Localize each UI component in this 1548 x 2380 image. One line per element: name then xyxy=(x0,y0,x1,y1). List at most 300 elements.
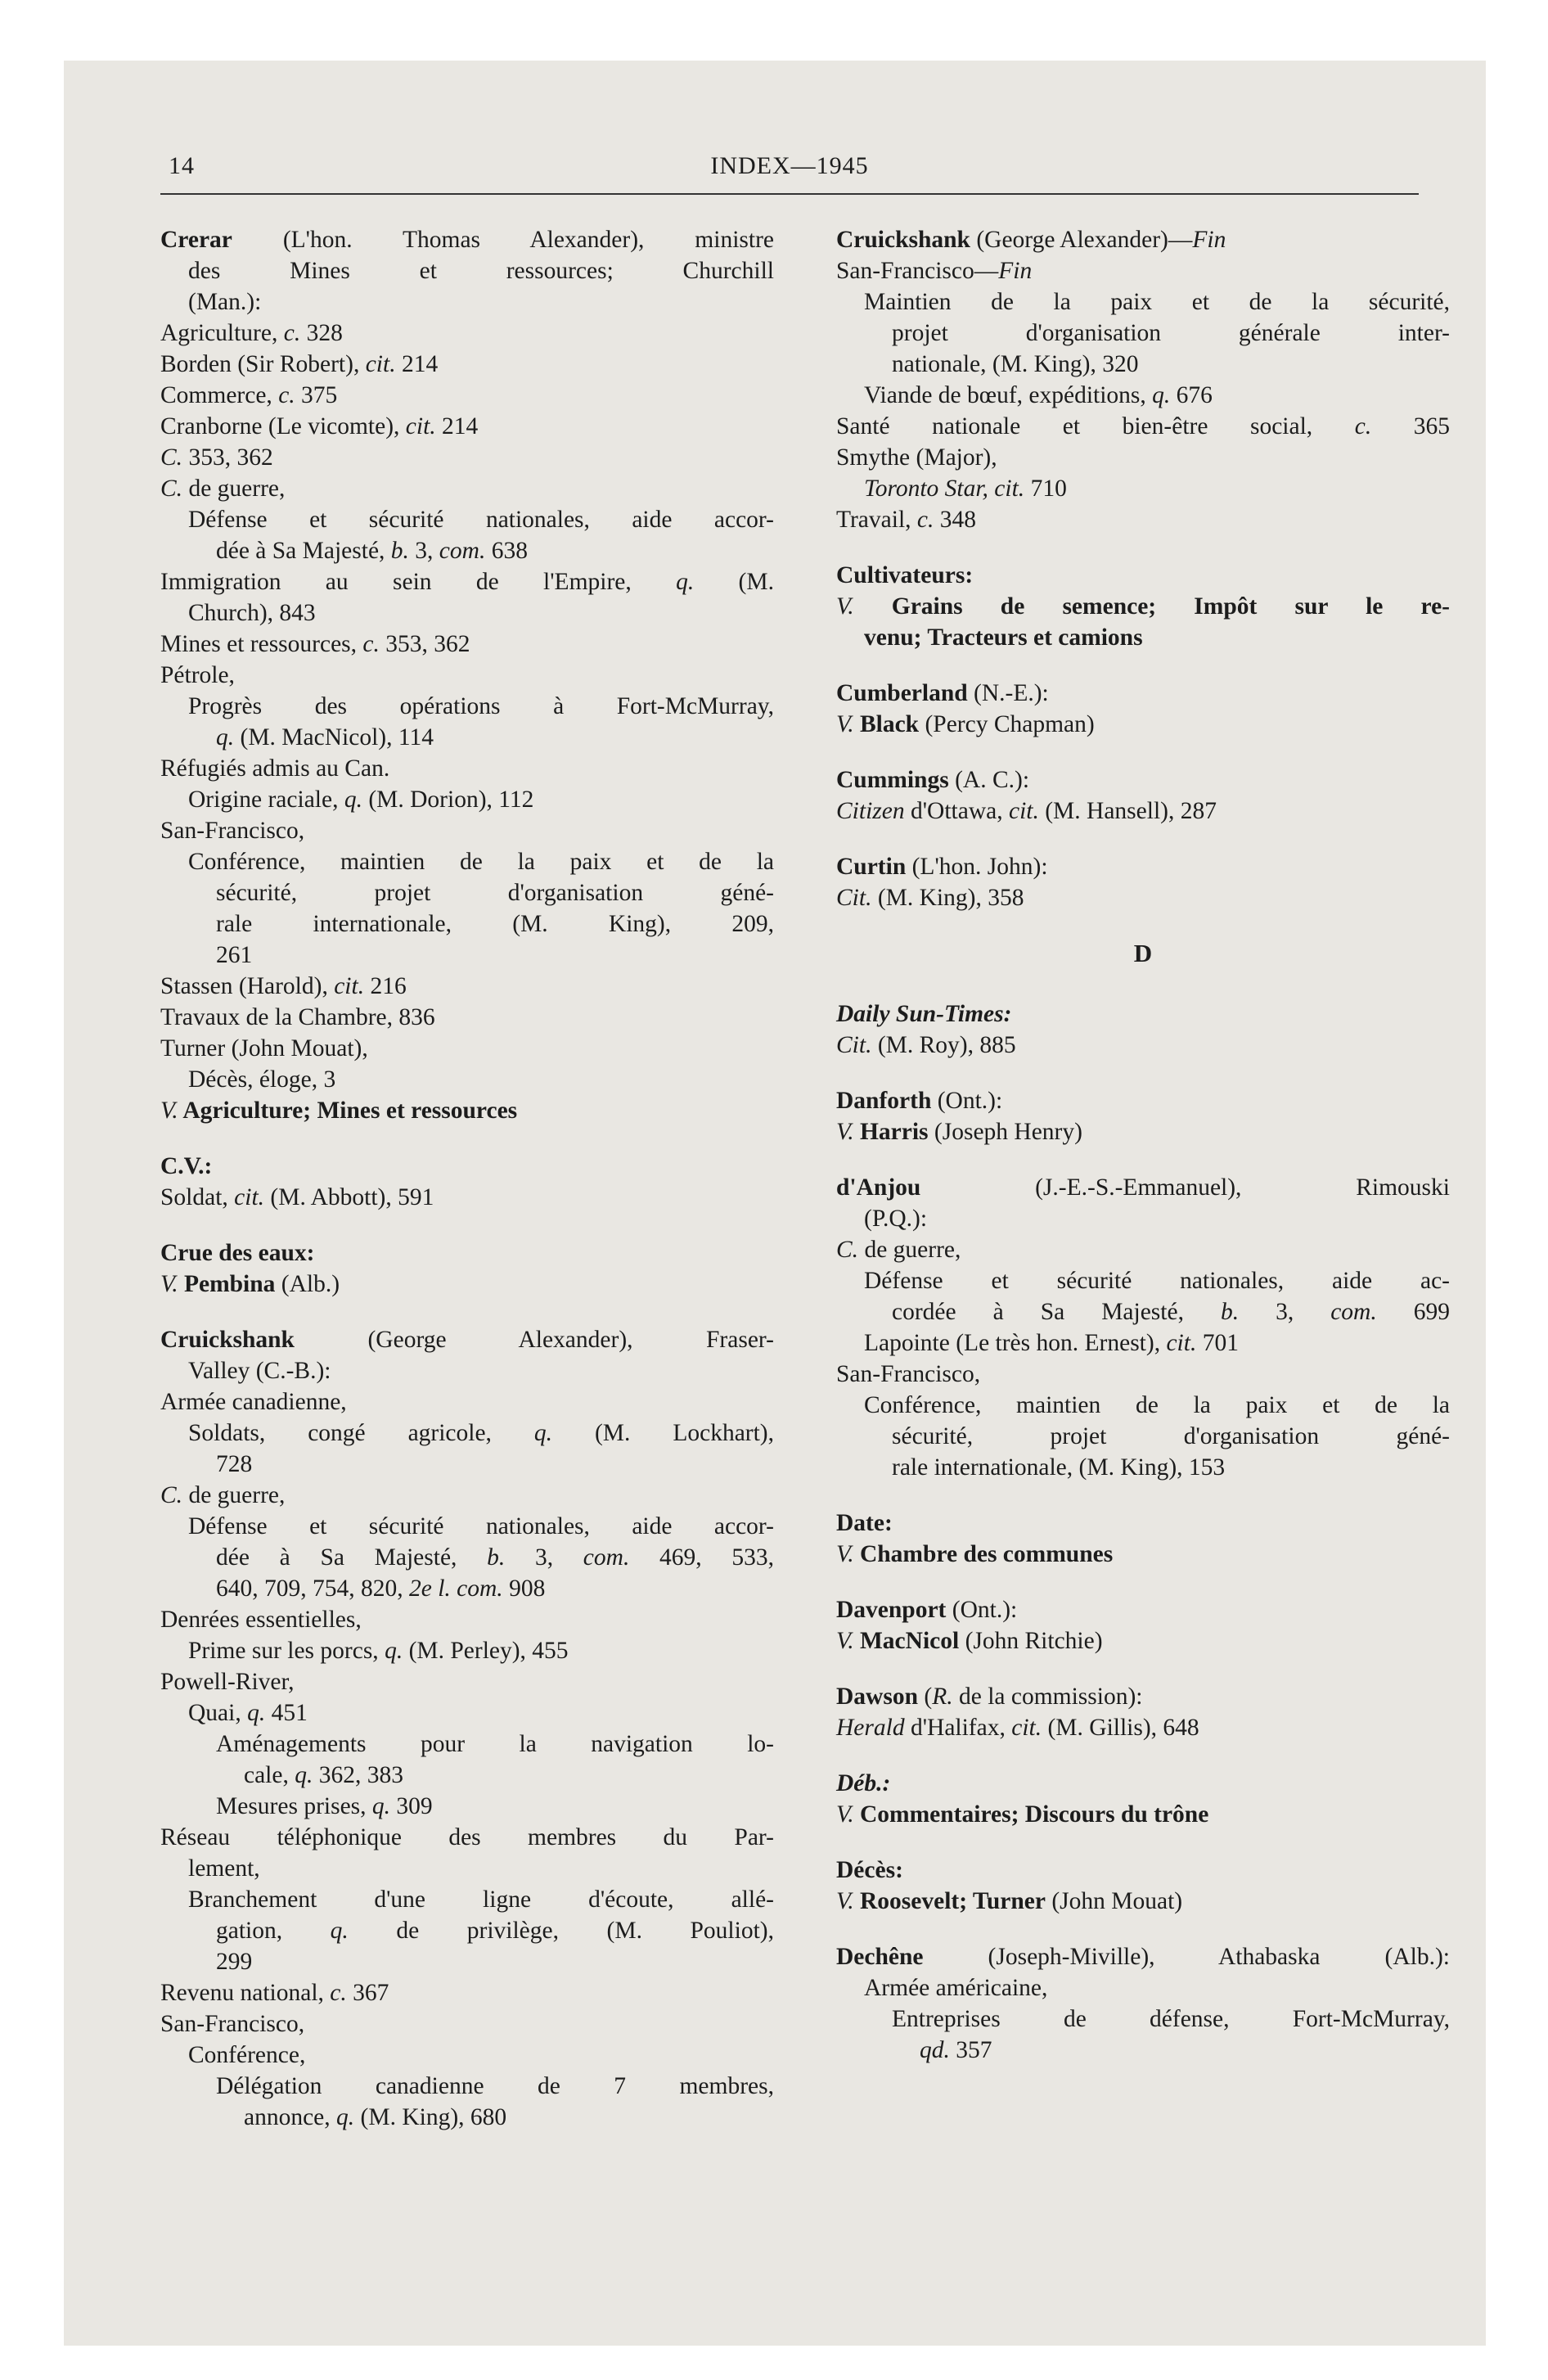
entry-abbrev: q. xyxy=(676,569,695,595)
entry-text: San-Francisco, xyxy=(160,818,305,844)
entry-line xyxy=(160,1095,774,1126)
entry-text: (Alb.) xyxy=(275,1271,340,1297)
entry-line xyxy=(160,1064,774,1095)
entry-abbrev: Cit. xyxy=(836,885,872,911)
entry-term: venu; Tracteurs et camions xyxy=(864,624,1143,651)
entry-term: Cruickshank xyxy=(160,1327,295,1353)
entry-term: Agriculture; Mines et ressources xyxy=(178,1098,518,1124)
entry-abbrev: qd. xyxy=(920,2037,950,2063)
entry-heading-line xyxy=(160,224,774,255)
entry-abbrev: Cit. xyxy=(836,1032,872,1058)
entry-line xyxy=(160,722,774,753)
entry-text: 676 xyxy=(1170,382,1213,408)
entry-text: 728 xyxy=(216,1451,253,1477)
entry-term: Pembina xyxy=(178,1271,276,1297)
entry-abbrev: V. xyxy=(836,1801,854,1828)
index-entry xyxy=(836,1508,1450,1570)
entry-heading-line xyxy=(836,1681,1450,1712)
entry-abbrev: cit. xyxy=(334,973,365,999)
entry-line xyxy=(160,1418,774,1449)
entry-line xyxy=(160,1002,774,1033)
entry-term: Crerar xyxy=(160,227,232,253)
entry-text: 362, 383 xyxy=(313,1762,403,1788)
entry-abbrev: cit. xyxy=(1011,1715,1042,1741)
entry-text: Aménagements pour la navigation lo- xyxy=(216,1731,774,1757)
entry-text: Stassen (Harold), xyxy=(160,973,335,999)
entry-abbrev: com. xyxy=(439,538,486,564)
left-column xyxy=(160,224,774,2157)
entry-heading-line xyxy=(836,1172,1450,1203)
index-entry xyxy=(836,1594,1450,1657)
index-entry xyxy=(836,764,1450,827)
entry-heading-line xyxy=(160,1151,774,1182)
entry-abbrev: Fin xyxy=(998,258,1033,284)
entry-line xyxy=(836,1116,1450,1147)
entry-abbrev: b. xyxy=(487,1544,506,1571)
entry-term: Roosevelt; Turner xyxy=(853,1888,1046,1914)
entry-line xyxy=(160,908,774,940)
entry-text: (M. MacNicol), 114 xyxy=(234,724,434,751)
entry-text: 3, xyxy=(505,1544,583,1571)
entry-text: gation, xyxy=(216,1918,331,1944)
entry-line xyxy=(160,473,774,504)
entry-text: San-Francisco— xyxy=(836,258,999,284)
entry-text: rale internationale, (M. King), 153 xyxy=(892,1454,1226,1481)
entry-line xyxy=(836,1452,1450,1483)
page-number: 14 xyxy=(169,152,195,179)
entry-line xyxy=(836,1972,1450,2004)
entry-term: Crue des eaux: xyxy=(160,1240,315,1266)
entry-text: Branchement d'une ligne d'écoute, allé- xyxy=(188,1886,774,1913)
entry-line xyxy=(836,286,1450,318)
entry-text: (N.-E.): xyxy=(967,680,1049,706)
entry-text: Soldat, xyxy=(160,1184,235,1210)
entry-term: Davenport xyxy=(836,1597,947,1623)
entry-line xyxy=(160,566,774,597)
entry-abbrev: cit. xyxy=(234,1184,265,1210)
entry-text: Défense et sécurité nationales, aide accor- xyxy=(188,1513,774,1539)
entry-line xyxy=(836,1712,1450,1743)
entry-text: (M. Roy), 885 xyxy=(871,1032,1016,1058)
entry-line xyxy=(836,1799,1450,1830)
entry-line xyxy=(836,796,1450,827)
entry-term: Harris xyxy=(853,1119,929,1145)
entry-line xyxy=(836,2004,1450,2035)
entry-text: (Ont.): xyxy=(931,1088,1003,1114)
entry-text: Défense et sécurité nationales, aide ac- xyxy=(864,1268,1450,1294)
entry-text: Santé nationale et bien-être social, xyxy=(836,413,1355,439)
entry-line xyxy=(836,380,1450,411)
entry-text: (J.-E.-S.-Emmanuel), Rimouski xyxy=(920,1174,1450,1201)
entry-text: 328 xyxy=(300,320,343,346)
entry-text: Défense et sécurité nationales, aide accor- xyxy=(188,507,774,533)
index-entry xyxy=(160,1237,774,1300)
entry-text: (M. Dorion), 112 xyxy=(362,787,534,813)
entry-text: 309 xyxy=(390,1793,433,1819)
entry-text: 214 xyxy=(435,413,479,439)
entry-line xyxy=(836,1359,1450,1390)
entry-term: MacNicol xyxy=(853,1628,960,1654)
entry-line xyxy=(836,1390,1450,1421)
page-title: INDEX—1945 xyxy=(710,152,869,179)
entry-abbrev: cit. xyxy=(365,351,396,377)
entry-line xyxy=(160,255,774,286)
index-entry xyxy=(836,1681,1450,1743)
entry-line xyxy=(160,1760,774,1791)
entry-abbrev: q. xyxy=(385,1638,403,1664)
entry-line xyxy=(836,1539,1450,1570)
entry-line xyxy=(836,442,1450,473)
entry-line xyxy=(160,1511,774,1542)
entry-abbrev: q. xyxy=(330,1918,349,1944)
entry-line xyxy=(160,1884,774,1915)
entry-term: Curtin xyxy=(836,854,907,880)
entry-text: 261 xyxy=(216,942,253,968)
entry-text: Réfugiés admis au Can. xyxy=(160,755,390,782)
entry-text: Powell-River, xyxy=(160,1669,295,1695)
entry-line xyxy=(160,1946,774,1977)
entry-heading-line xyxy=(836,1085,1450,1116)
entry-line xyxy=(160,2102,774,2133)
entry-line xyxy=(160,877,774,908)
entry-text: Conférence, xyxy=(188,2042,306,2068)
entry-term: Chambre des communes xyxy=(853,1541,1114,1567)
entry-text: (M. Hansell), 287 xyxy=(1038,798,1217,824)
entry-text: Agriculture, xyxy=(160,320,284,346)
entry-text: (M. King), 680 xyxy=(354,2104,507,2130)
entry-line xyxy=(160,380,774,411)
entry-term: Déb.: xyxy=(836,1770,891,1796)
entry-line xyxy=(160,411,774,442)
entry-line xyxy=(160,1573,774,1604)
entry-text: San-Francisco, xyxy=(160,2011,305,2037)
entry-abbrev: com. xyxy=(583,1544,630,1571)
entry-text: 710 xyxy=(1024,476,1067,502)
entry-text: 357 xyxy=(949,2037,992,2063)
entry-line xyxy=(160,1791,774,1822)
entry-heading-line xyxy=(836,998,1450,1030)
entry-term: d'Anjou xyxy=(836,1174,921,1201)
entry-abbrev: com. xyxy=(1330,1299,1377,1325)
entry-text: Soldats, congé agricole, xyxy=(188,1420,534,1446)
entry-heading-line xyxy=(836,224,1450,255)
entry-abbrev: V. xyxy=(836,1628,854,1654)
entry-line xyxy=(836,1886,1450,1917)
entry-text: (M. King), 358 xyxy=(871,885,1024,911)
entry-abbrev: V. xyxy=(836,1119,854,1145)
entry-abbrev: V. xyxy=(836,711,854,737)
entry-text: Commerce, xyxy=(160,382,279,408)
entry-abbrev: q. xyxy=(344,787,362,813)
entry-line xyxy=(160,784,774,815)
entry-text: d'Ottawa, xyxy=(904,798,1009,824)
index-entry xyxy=(836,1768,1450,1830)
entry-line xyxy=(836,411,1450,442)
entry-text: San-Francisco, xyxy=(836,1361,981,1387)
entry-text: (Joseph Henry) xyxy=(928,1119,1082,1145)
entry-line xyxy=(160,1697,774,1729)
entry-line xyxy=(160,1449,774,1480)
entry-text: (John Mouat) xyxy=(1045,1888,1183,1914)
entry-line xyxy=(836,504,1450,535)
entry-term: C.V.: xyxy=(160,1153,213,1179)
entry-term: Date: xyxy=(836,1510,893,1536)
entry-abbrev: c. xyxy=(278,382,295,408)
entry-abbrev: Herald xyxy=(836,1715,905,1741)
entry-text: de guerre, xyxy=(182,476,286,502)
entry-text: (A. C.): xyxy=(948,767,1030,793)
entry-text: Origine raciale, xyxy=(188,787,344,813)
entry-abbrev: c. xyxy=(362,631,380,657)
entry-text: sécurité, projet d'organisation géné- xyxy=(892,1423,1450,1449)
entry-text: 214 xyxy=(395,351,439,377)
entry-text: Conférence, maintien de la paix et de la xyxy=(188,849,774,875)
entry-abbrev: q. xyxy=(247,1700,266,1726)
entry-heading-line xyxy=(836,1594,1450,1625)
entry-line xyxy=(160,442,774,473)
entry-heading-line xyxy=(160,1237,774,1269)
entry-abbrev: q. xyxy=(371,1793,391,1819)
entry-line xyxy=(836,318,1450,349)
entry-text: 469, 533, xyxy=(629,1544,774,1571)
entry-text: 3, xyxy=(408,538,439,564)
index-entry xyxy=(160,224,774,1126)
entry-abbrev: V. xyxy=(836,1888,854,1914)
entry-line xyxy=(160,815,774,846)
index-entry xyxy=(836,998,1450,1061)
entry-text: 640, 709, 754, 820, xyxy=(216,1575,409,1602)
index-entry xyxy=(836,1855,1450,1917)
entry-text: Mines et ressources, xyxy=(160,631,363,657)
index-entry xyxy=(160,1324,774,2133)
entry-abbrev: q. xyxy=(1152,382,1171,408)
entry-line xyxy=(836,1296,1450,1327)
entry-text: dée à Sa Majesté, xyxy=(216,538,391,564)
entry-text: (L'hon. Thomas Alexander), ministre xyxy=(232,227,774,253)
entry-text: de la commission): xyxy=(952,1684,1143,1710)
entry-text: (Man.): xyxy=(188,289,262,315)
entry-line xyxy=(836,1327,1450,1359)
entry-abbrev: q. xyxy=(336,2104,355,2130)
entry-line xyxy=(836,1625,1450,1657)
entry-text: Church), 843 xyxy=(188,600,316,626)
entry-text: (George Alexander)— xyxy=(970,227,1193,253)
entry-line xyxy=(160,1915,774,1946)
entry-text: 367 xyxy=(346,1980,389,2006)
entry-term: Cummings xyxy=(836,767,949,793)
entry-heading-line xyxy=(836,764,1450,796)
entry-text: Travail, xyxy=(836,507,917,533)
entry-text: Décès, éloge, 3 xyxy=(188,1066,336,1093)
entry-abbrev: c. xyxy=(1354,413,1372,439)
entry-heading-line xyxy=(836,678,1450,709)
entry-text: de guerre, xyxy=(858,1237,961,1263)
entry-line xyxy=(836,2035,1450,2066)
entry-term: Cruickshank xyxy=(836,227,970,253)
entry-text: 353, 362 xyxy=(379,631,470,657)
entry-abbrev: C. xyxy=(160,476,183,502)
entry-text: Revenu national, xyxy=(160,1980,331,2006)
entry-text: (M. Lockhart), xyxy=(552,1420,775,1446)
index-entry xyxy=(836,678,1450,740)
entry-abbrev: V. xyxy=(836,593,854,620)
entry-line xyxy=(160,1355,774,1386)
entry-text: 375 xyxy=(295,382,338,408)
entry-text: (M. Abbott), 591 xyxy=(264,1184,434,1210)
entry-line xyxy=(160,1635,774,1666)
entry-line xyxy=(836,473,1450,504)
entry-term: Black xyxy=(853,711,920,737)
entry-term: Danforth xyxy=(836,1088,932,1114)
entry-term: Commentaires; Discours du trône xyxy=(853,1801,1209,1828)
right-column xyxy=(836,224,1450,2090)
entry-text: (Ont.): xyxy=(946,1597,1018,1623)
entry-line xyxy=(160,940,774,971)
entry-text: Prime sur les porcs, xyxy=(188,1638,385,1664)
entry-text: (P.Q.): xyxy=(864,1206,928,1232)
entry-abbrev: R. xyxy=(932,1684,953,1710)
entry-abbrev: V. xyxy=(836,1541,854,1567)
entry-text: (M. xyxy=(694,569,774,595)
entry-line xyxy=(160,1729,774,1760)
index-entry xyxy=(836,560,1450,653)
entry-text: sécurité, projet d'organisation géné- xyxy=(216,880,774,906)
entry-text: Réseau téléphonique des membres du Par- xyxy=(160,1824,774,1850)
index-entry xyxy=(160,1151,774,1213)
entry-text: 638 xyxy=(485,538,528,564)
entry-abbrev: c. xyxy=(916,507,934,533)
entry-term: Grains de semence; Impôt sur le re- xyxy=(853,593,1450,620)
entry-text: cale, xyxy=(244,1762,295,1788)
entry-line xyxy=(160,1604,774,1635)
entry-abbrev: q. xyxy=(295,1762,313,1788)
entry-line xyxy=(160,629,774,660)
entry-text: Valley (C.-B.): xyxy=(188,1358,331,1384)
entry-line xyxy=(160,504,774,535)
entry-term: Décès: xyxy=(836,1857,903,1883)
entry-line xyxy=(160,286,774,318)
entry-text: Mesures prises, xyxy=(216,1793,372,1819)
entry-text: Borden (Sir Robert), xyxy=(160,351,366,377)
entry-abbrev: q. xyxy=(533,1420,553,1446)
entry-text: 299 xyxy=(216,1949,253,1975)
entry-text: (George Alexander), Fraser- xyxy=(294,1327,774,1353)
entry-text: 3, xyxy=(1239,1299,1331,1325)
entry-line xyxy=(160,1033,774,1064)
entry-text: Viande de bœuf, expéditions, xyxy=(864,382,1153,408)
entry-text: Progrès des opérations à Fort-McMurray, xyxy=(188,693,774,719)
entry-line xyxy=(160,1182,774,1213)
entry-line xyxy=(836,1030,1450,1061)
entry-line xyxy=(836,709,1450,740)
entry-text: Travaux de la Chambre, 836 xyxy=(160,1004,435,1030)
entry-line xyxy=(160,349,774,380)
entry-text: d'Halifax, xyxy=(904,1715,1012,1741)
entry-heading-line xyxy=(836,851,1450,882)
entry-line xyxy=(836,1265,1450,1296)
entry-line xyxy=(160,535,774,566)
entry-heading-line xyxy=(160,1324,774,1355)
entry-line xyxy=(160,691,774,722)
entry-line xyxy=(160,1977,774,2008)
entry-line xyxy=(160,753,774,784)
entry-line xyxy=(160,660,774,691)
entry-text: lement, xyxy=(188,1855,260,1882)
entry-text: (M. Gillis), 648 xyxy=(1042,1715,1199,1741)
entry-heading-line xyxy=(836,1855,1450,1886)
entry-text: nationale, (M. King), 320 xyxy=(892,351,1139,377)
entry-line xyxy=(160,1542,774,1573)
entry-line xyxy=(160,1480,774,1511)
entry-text: Entreprises de défense, Fort-McMurray, xyxy=(892,2006,1450,2032)
entry-text: Cranborne (Le vicomte), xyxy=(160,413,406,439)
entry-text: Conférence, maintien de la paix et de la xyxy=(864,1392,1450,1418)
entry-abbrev: q. xyxy=(216,724,235,751)
entry-heading-line xyxy=(836,560,1450,591)
entry-text: 451 xyxy=(265,1700,308,1726)
entry-abbrev: cit. xyxy=(1008,798,1039,824)
entry-abbrev: Citizen xyxy=(836,798,905,824)
entry-heading-line xyxy=(836,1768,1450,1799)
entry-abbrev: b. xyxy=(1220,1299,1240,1325)
entry-text: Smythe (Major), xyxy=(836,444,997,471)
entry-line xyxy=(160,971,774,1002)
entry-line xyxy=(160,1269,774,1300)
entry-line xyxy=(836,882,1450,913)
entry-text: Maintien de la paix et de la sécurité, xyxy=(864,289,1450,315)
entry-heading-line xyxy=(836,1941,1450,1972)
entry-text: Quai, xyxy=(188,1700,248,1726)
entry-text: de guerre, xyxy=(182,1482,286,1508)
entry-line xyxy=(836,622,1450,653)
entry-text: 699 xyxy=(1376,1299,1450,1325)
entry-text: Armée américaine, xyxy=(864,1975,1048,2001)
entry-text: rale internationale, (M. King), 209, xyxy=(216,911,774,937)
entry-text: (John Ritchie) xyxy=(959,1628,1103,1654)
entry-abbrev: Toronto Star, cit. xyxy=(864,476,1025,502)
entry-text: annonce, xyxy=(244,2104,337,2130)
entry-text: Denrées essentielles, xyxy=(160,1607,362,1633)
entry-abbrev: 2e l. com. xyxy=(409,1575,503,1602)
entry-text: projet d'organisation générale inter- xyxy=(892,320,1450,346)
entry-abbrev: b. xyxy=(390,538,409,564)
entry-line xyxy=(160,1386,774,1418)
entry-text: Turner (John Mouat), xyxy=(160,1035,368,1062)
entry-line xyxy=(160,318,774,349)
entry-text: 216 xyxy=(364,973,407,999)
index-entry xyxy=(836,1085,1450,1147)
entry-text: (L'hon. John): xyxy=(906,854,1048,880)
entry-text: 701 xyxy=(1196,1330,1239,1356)
entry-text: (Percy Chapman) xyxy=(919,711,1095,737)
entry-abbrev: Fin xyxy=(1192,227,1226,253)
entry-abbrev: C. xyxy=(160,1482,183,1508)
entry-line xyxy=(836,1203,1450,1234)
entry-abbrev: V. xyxy=(160,1271,178,1297)
entry-text: Immigration au sein de l'Empire, xyxy=(160,569,677,595)
entry-text: Délégation canadienne de 7 membres, xyxy=(216,2073,774,2099)
entry-text: 365 xyxy=(1371,413,1451,439)
entry-term: Daily Sun-Times: xyxy=(836,1001,1012,1027)
index-entry xyxy=(836,1172,1450,1483)
entry-abbrev: cit. xyxy=(1166,1330,1197,1356)
entry-term: Cultivateurs: xyxy=(836,562,974,588)
entry-term: Cumberland xyxy=(836,680,968,706)
entry-text: Armée canadienne, xyxy=(160,1389,347,1415)
entry-line xyxy=(160,1822,774,1853)
entry-heading-line xyxy=(836,1508,1450,1539)
entry-term: Dechêne xyxy=(836,1944,924,1970)
